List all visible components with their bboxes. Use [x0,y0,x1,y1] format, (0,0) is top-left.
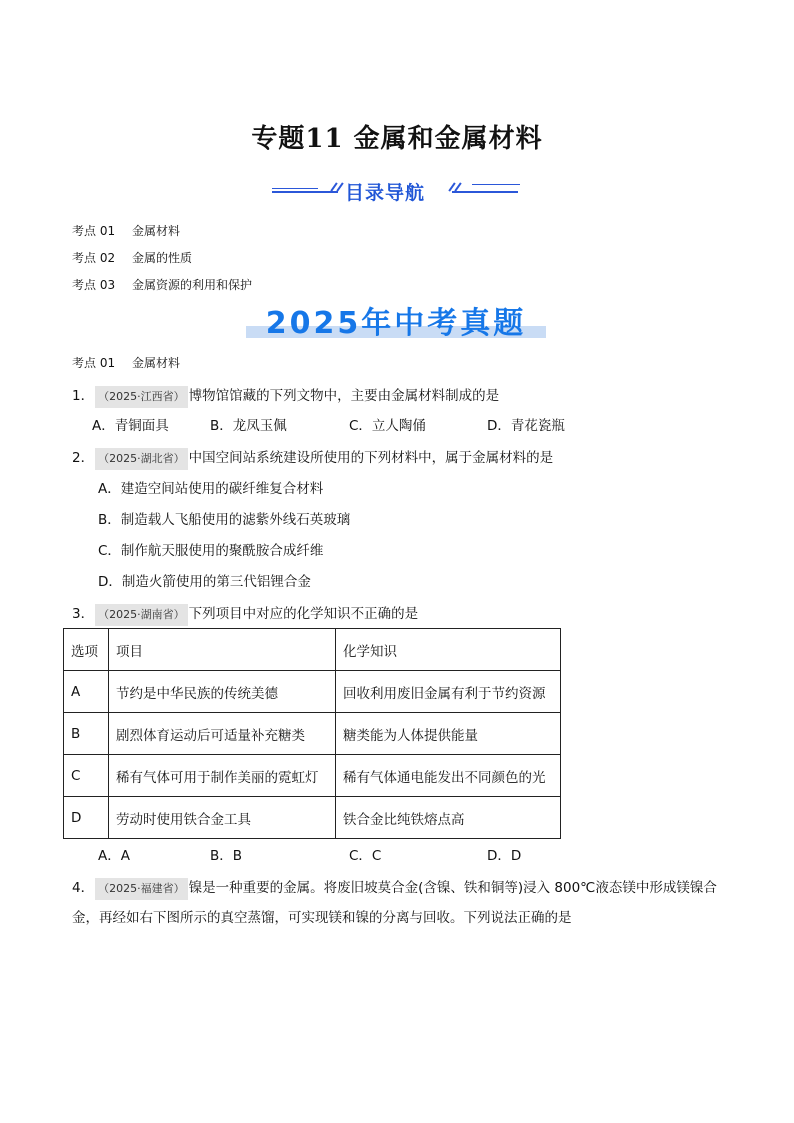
question-4 [72,878,717,900]
option-b: B．B [210,848,243,864]
toc-item[interactable] [72,222,180,239]
toc-item-label: 金属材料 [132,224,181,238]
table-cell: 节约是中华民族的传统美德 [109,671,336,713]
option-d: D．青花瓷瓶 [487,418,565,434]
question-3 [72,604,418,626]
table-cell: A [64,671,109,713]
table-header-cell: 项目 [109,629,336,671]
option-a: A．建造空间站使用的碳纤维复合材料 [98,481,324,497]
section-heading [72,354,180,371]
toc-deco-line [472,184,520,185]
option-d: D．制造火箭使用的第三代铝锂合金 [98,574,311,590]
source-tag: （2025·江西省） [95,386,188,408]
source-tag: （2025·湖北省） [95,448,188,470]
source-tag: （2025·福建省） [95,878,188,900]
knowledge-table [63,628,561,839]
table-cell: 糖类能为人体提供能量 [336,713,561,755]
question-number: 2． [72,450,95,466]
table-cell: 铁合金比纯铁熔点高 [336,797,561,839]
table-cell: 剧烈体育运动后可适量补充糖类 [109,713,336,755]
option-b: B．龙凤玉佩 [210,418,287,434]
table-cell: C [64,755,109,797]
toc-item-num: 考点 02 [72,251,116,265]
table-cell: D [64,797,109,839]
option-a: A．A [98,848,130,864]
toc-heading: 目录导航 [345,182,426,204]
table-header-cell: 化学知识 [336,629,561,671]
question-number: 3． [72,606,95,622]
table-header-cell: 选项 [64,629,109,671]
question-number: 1． [72,388,95,404]
question-number: 4． [72,880,95,896]
option-c: C．立人陶俑 [349,418,426,434]
page-title: 专题11 金属和金属材料 [251,124,543,154]
table-cell: 劳动时使用铁合金工具 [109,797,336,839]
table-row [64,671,561,713]
question-stem: 中国空间站系统建设所使用的下列材料中，属于金属材料的是 [188,450,554,466]
option-c: C．C [349,848,382,864]
question-1 [72,386,499,408]
table-row [64,713,561,755]
toc-item-num: 考点 03 [72,278,116,292]
question-2 [72,448,553,470]
question-stem: 下列项目中对应的化学知识不正确的是 [188,606,419,622]
toc-item-label: 金属资源的利用和保护 [132,278,253,292]
table-row [64,755,561,797]
toc-deco-line [452,191,518,193]
table-header-row [64,629,561,671]
section-label: 金属材料 [132,356,181,370]
toc-item-num: 考点 01 [72,224,116,238]
question-stem: 镍是一种重要的金属。将废旧坡莫合金(含镍、铁和铜等)浸入 800℃液态镁中形成镁镍合 [188,880,717,896]
section-banner: 2025年中考真题 [265,306,527,341]
option-d: D．D [487,848,522,864]
question-stem-continued: 金，再经如右下图所示的真空蒸馏，可实现镁和镍的分离与回收。下列说法正确的是 [72,910,572,926]
question-stem: 博物馆馆藏的下列文物中，主要由金属材料制成的是 [188,388,500,404]
option-c: C．制作航天服使用的聚酰胺合成纤维 [98,543,324,559]
table-cell: 回收利用废旧金属有利于节约资源 [336,671,561,713]
toc-deco-line [272,188,318,189]
table-cell: 稀有气体通电能发出不同颜色的光 [336,755,561,797]
option-a: A．青铜面具 [92,418,169,434]
table-row [64,797,561,839]
toc-item[interactable] [72,276,252,293]
toc-item[interactable] [72,249,192,266]
table-cell: B [64,713,109,755]
toc-item-label: 金属的性质 [132,251,193,265]
source-tag: （2025·湖南省） [95,604,188,626]
toc-deco-line [272,191,338,193]
table-cell: 稀有气体可用于制作美丽的霓虹灯 [109,755,336,797]
section-num: 考点 01 [72,356,116,370]
option-b: B．制造载人飞船使用的滤紫外线石英玻璃 [98,512,351,528]
